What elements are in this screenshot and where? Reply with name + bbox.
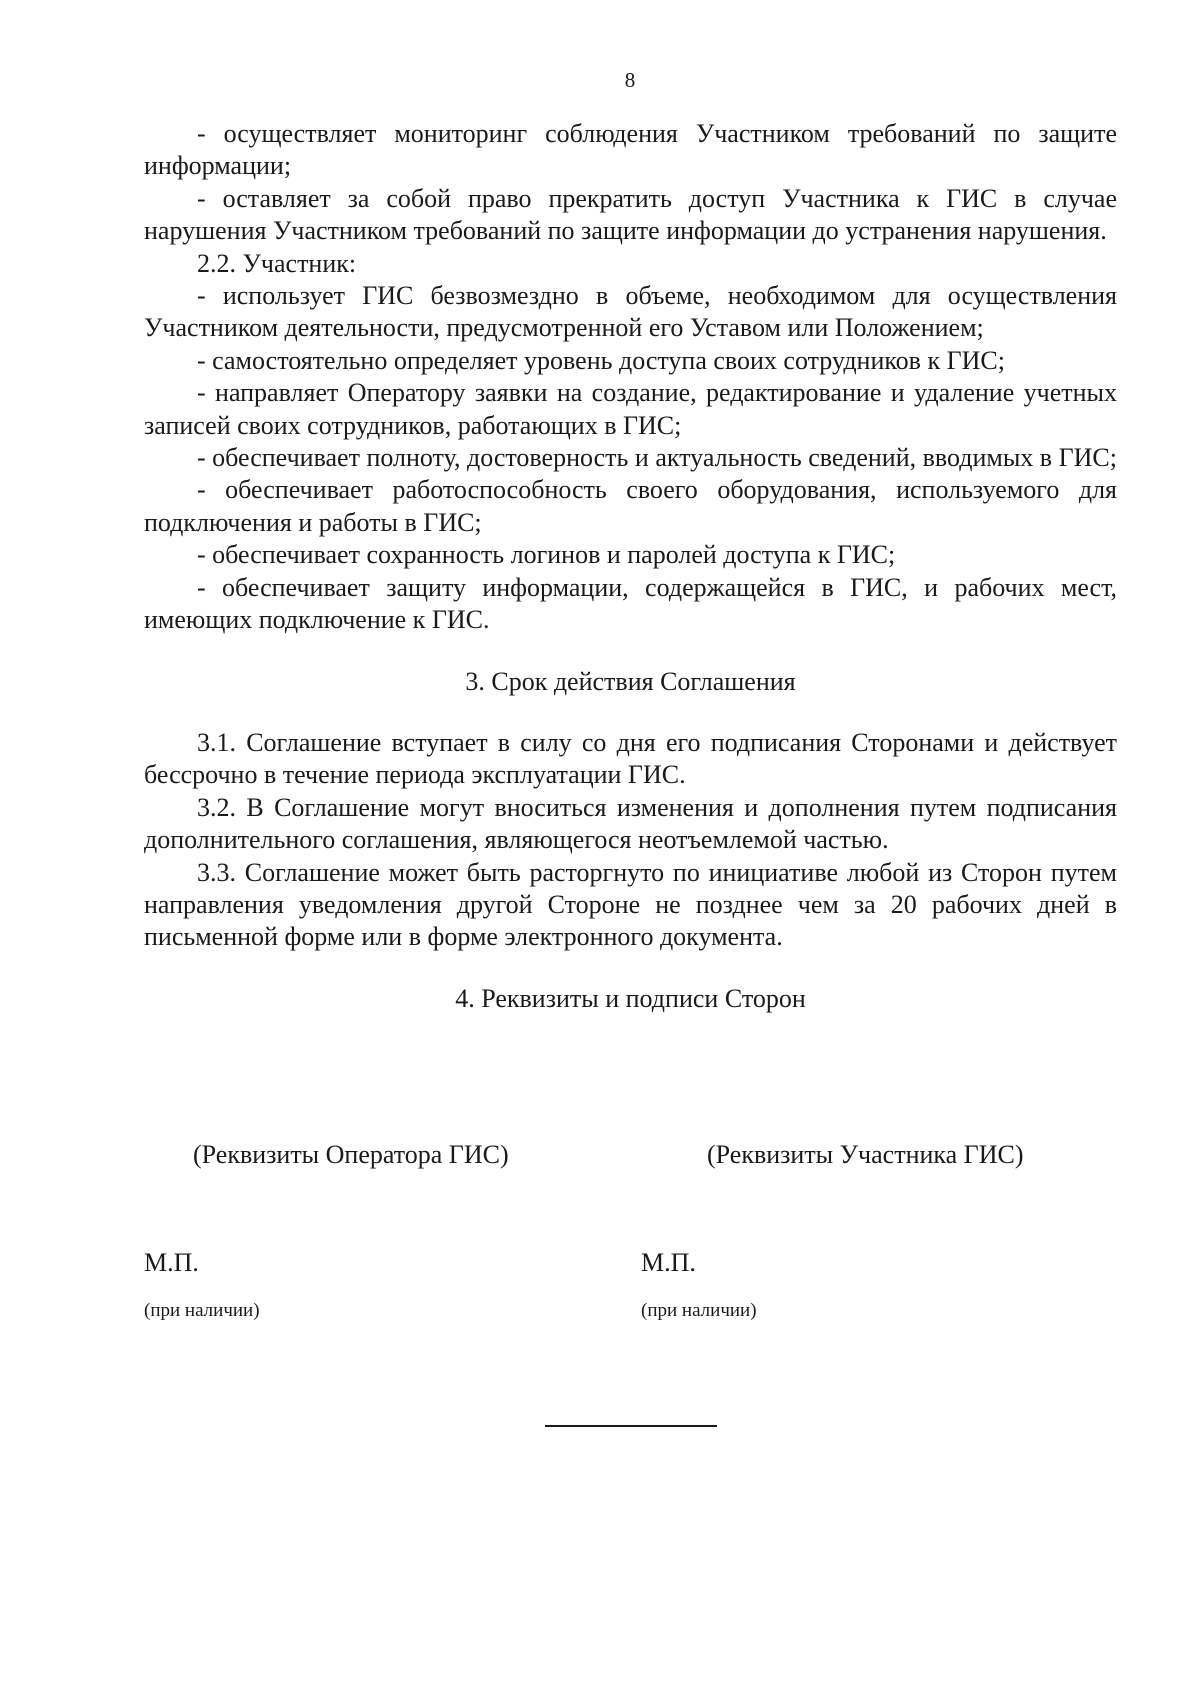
clause-2-2-item: - использует ГИС безвозмездно в объеме, необходимом для осуществления Участником деятельности, предусмотренной его Уставом или Положением;: [144, 281, 1117, 343]
clause-2-2-item: - самостоятельно определяет уровень доступа своих сотрудников к ГИС;: [197, 345, 1005, 375]
clause-2-2-item: - направляет Оператору заявки на создание, редактирование и удаление учетных записей своих сотрудников, работающих в ГИС;: [144, 378, 1117, 440]
clause-2-1-item: - осуществляет мониторинг соблюдения Участником требований по защите информации;: [144, 119, 1117, 181]
operator-stamp-label: М.П.: [144, 1248, 199, 1277]
operator-requisites: (Реквизиты Оператора ГИС): [193, 1140, 509, 1169]
clause-2-2-item: - обеспечивает защиту информации, содержащейся в ГИС, и рабочих мест, имеющих подключение к ГИС.: [144, 572, 1117, 635]
participant-requisites: (Реквизиты Участника ГИС): [707, 1140, 1024, 1169]
clause-2-2-item: - обеспечивает сохранность логинов и паролей доступа к ГИС;: [197, 540, 896, 570]
document-end-line: [545, 1425, 717, 1427]
clause-2-1-item: - оставляет за собой право прекратить доступ Участника к ГИС в случае нарушения Участником требований по защите информации до устранения нарушения.: [144, 183, 1117, 246]
participant-stamp-note: (при наличии): [641, 1300, 757, 1321]
clause-3-2: 3.2. В Соглашение могут вноситься изменения и дополнения путем подписания дополнительного соглашения, являющегося неотъемлемой частью.: [144, 792, 1117, 855]
document-body: [144, 118, 1117, 1015]
operator-stamp-note: (при наличии): [144, 1300, 260, 1321]
clause-3-3: 3.3. Соглашение может быть расторгнуто по инициативе любой из Сторон путем направления уведомления другой Стороне не позднее чем за 20 рабочих дней в письменной форме или в форме электронного документа.: [144, 857, 1117, 952]
clause-2-2-heading: 2.2. Участник:: [197, 248, 357, 278]
clause-2-2-item: - обеспечивает работоспособность своего оборудования, используемого для подключения и работы в ГИС;: [144, 475, 1117, 537]
clause-3-1: 3.1. Соглашение вступает в силу со дня его подписания Сторонами и действует бессрочно в течение периода эксплуатации ГИС.: [144, 727, 1117, 790]
clause-2-2-item: - обеспечивает полноту, достоверность и актуальность сведений, вводимых в ГИС;: [197, 443, 1117, 473]
section-3-heading: 3. Срок действия Соглашения: [465, 666, 796, 696]
page-number: 8: [624, 68, 636, 92]
participant-stamp-label: М.П.: [641, 1248, 696, 1277]
section-4-heading: 4. Реквизиты и подписи Сторон: [455, 983, 806, 1013]
